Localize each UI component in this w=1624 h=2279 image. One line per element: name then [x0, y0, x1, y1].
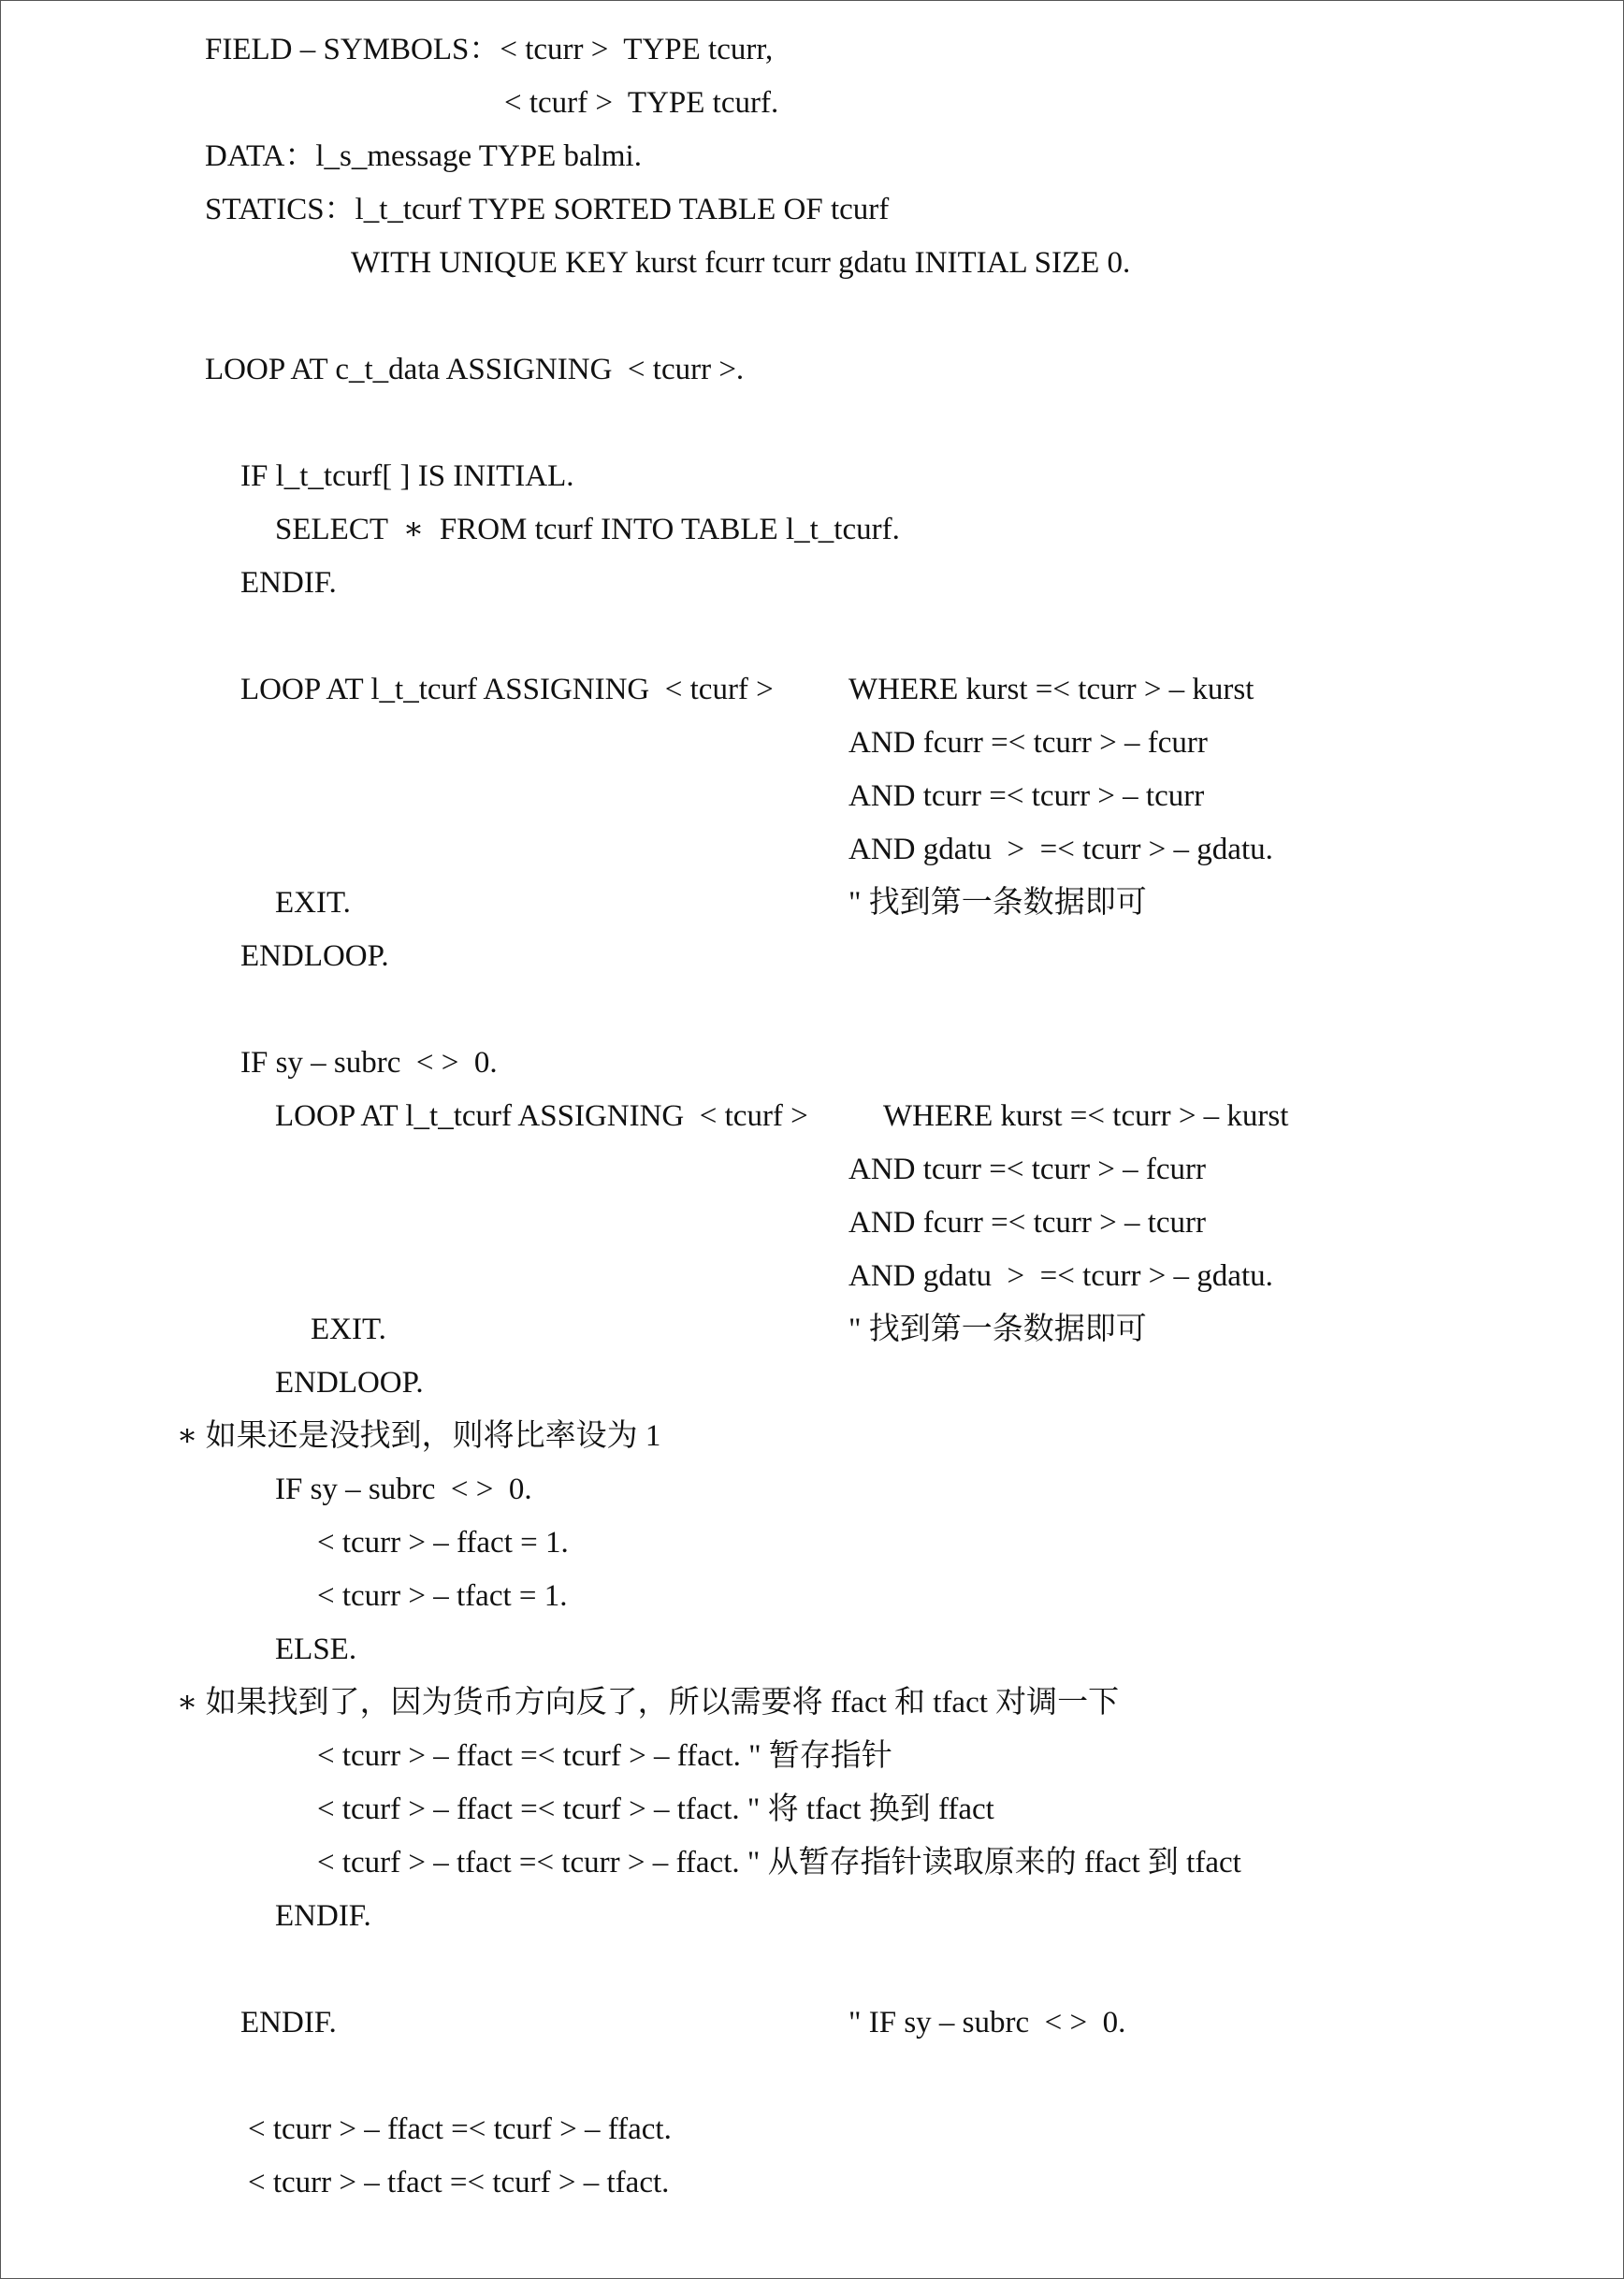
code-line: < tcurr > – ffact =< tcurf > – ffact. [248, 2112, 672, 2146]
code-line: < tcurf > – tfact =< tcurr > – ffact. " 从暂存指针读取原来的 ffact 到 tfact [317, 1846, 1241, 1880]
code-line: AND tcurr =< tcurr > – fcurr [848, 1153, 1207, 1186]
code-line: LOOP AT l_t_tcurf ASSIGNING < tcurf > [240, 673, 774, 706]
code-line: LOOP AT c_t_data ASSIGNING < tcurr >. [205, 353, 745, 386]
code-line: < tcurf > TYPE tcurf. [504, 86, 779, 120]
code-line: ENDLOOP. [240, 939, 389, 973]
code-line: WITH UNIQUE KEY kurst fcurr tcurr gdatu INITIAL SIZE 0. [351, 246, 1131, 280]
code-line: AND gdatu > =< tcurr > – gdatu. [848, 1259, 1273, 1293]
code-line: < tcurr > – tfact = 1. [317, 1579, 568, 1613]
code-line: ELSE. [275, 1633, 357, 1666]
code-line: ENDIF. [240, 2006, 337, 2039]
code-comment: " 找到第一条数据即可 [848, 886, 1147, 920]
code-line: ENDIF. [275, 1899, 371, 1933]
code-line: AND fcurr =< tcurr > – fcurr [848, 726, 1208, 760]
code-line: ENDIF. [240, 566, 337, 600]
code-line: IF sy – subrc < > 0. [240, 1046, 498, 1080]
code-line: EXIT. [275, 886, 351, 920]
code-line: SELECT ∗ FROM tcurf INTO TABLE l_t_tcurf. [275, 513, 900, 546]
code-comment: " IF sy – subrc < > 0. [848, 2006, 1126, 2039]
code-comment: ∗ 如果找到了，因为货币方向反了，所以需要将 ffact 和 tfact 对调一下 [177, 1686, 1120, 1720]
code-line: AND tcurr =< tcurr > – tcurr [848, 779, 1205, 813]
code-line: < tcurr > – tfact =< tcurf > – tfact. [248, 2166, 670, 2199]
code-comment: " 找到第一条数据即可 [848, 1313, 1147, 1346]
code-line: EXIT. [311, 1313, 386, 1346]
code-line: AND gdatu > =< tcurr > – gdatu. [848, 833, 1273, 866]
code-line: ENDLOOP. [275, 1366, 424, 1400]
code-comment: ∗ 如果还是没找到，则将比率设为 1 [177, 1419, 661, 1453]
code-line: IF sy – subrc < > 0. [275, 1473, 532, 1506]
code-line: < tcurr > – ffact =< tcurf > – ffact. " 暂存指针 [317, 1739, 892, 1773]
code-line: AND fcurr =< tcurr > – tcurr [848, 1206, 1207, 1240]
code-line: < tcurr > – ffact = 1. [317, 1526, 569, 1560]
code-line: IF l_t_tcurf[ ] IS INITIAL. [240, 459, 574, 493]
code-line: FIELD – SYMBOLS：< tcurr > TYPE tcurr, [205, 33, 774, 66]
code-line: < tcurf > – ffact =< tcurf > – tfact. " 将 tfact 换到 ffact [317, 1793, 994, 1826]
code-line: DATA：l_s_message TYPE balmi. [205, 139, 642, 173]
code-line: LOOP AT l_t_tcurf ASSIGNING < tcurf > [275, 1099, 808, 1133]
code-line: WHERE kurst =< tcurr > – kurst [883, 1099, 1289, 1133]
code-line: STATICS：l_t_tcurf TYPE SORTED TABLE OF tcurf [205, 193, 890, 226]
code-line: WHERE kurst =< tcurr > – kurst [848, 673, 1254, 706]
